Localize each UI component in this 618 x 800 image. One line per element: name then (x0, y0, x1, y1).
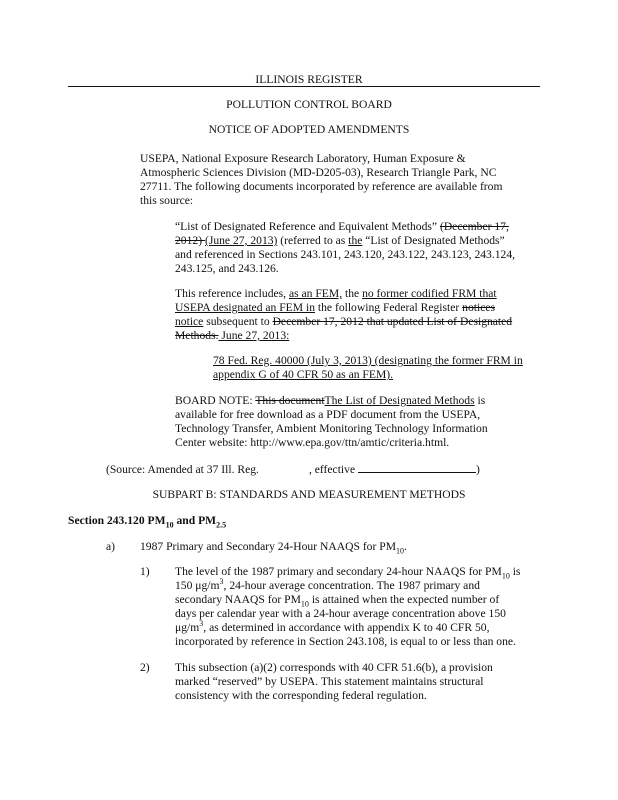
list-para-line-2: 2012) (June 27, 2013) (referred to as the “List of Designated Methods” (175, 234, 505, 247)
item-1-line-5: $\mu g/m^3$, as determined in accordance with appendix K to 40 CFR 50, (175, 619, 490, 634)
item-2-label: 2) (140, 661, 150, 674)
board-note-line-1: BOARD NOTE: This documentThe List of Designated Methods is (175, 394, 486, 407)
board-note-line-3: Technology Transfer, Ambient Monitoring Technology Information (175, 422, 488, 435)
item-2-line-3: consistency with the corresponding federal regulation. (175, 689, 427, 702)
item-2-line-1: This subsection (a)(2) corresponds with 40 CFR 51.6(b), a provision (175, 661, 493, 674)
ref-para-line-3: notice subsequent to December 17, 2012 that updated List of Designated (175, 315, 513, 328)
board-note-line-4: Center website: http://www.epa.gov/ttn/amtic/criteria.html. (175, 436, 450, 449)
ref-para-line-1: This reference includes, as an FEM, the no former codified FRM that (175, 287, 497, 300)
register-title: ILLINOIS REGISTER (255, 73, 363, 86)
ref-para-line-2: USEPA designated an FEM in the following Federal Register notices (175, 301, 495, 314)
list-para-line-1: “List of Designated Reference and Equivalent Methods” (December 17, (175, 220, 509, 233)
item-1-line-1: The level of the 1987 primary and secondary 24-hour NAAQS for $PM_{10}$ is (175, 565, 521, 581)
list-para-line-4: 243.125, and 243.126. (175, 262, 279, 275)
usepa-line-3: 27711. The following documents incorporated by reference are available from (140, 180, 503, 193)
board-title: POLLUTION CONTROL BOARD (226, 98, 392, 111)
ref-para-line-4: Methods. June 27, 2013: (175, 329, 290, 342)
item-1-line-3: secondary NAAQS for $PM_{10}$ is attained when the expected number of (175, 593, 500, 609)
fed-reg-line-1: 78 Fed. Reg. 40000 (July 3, 2013) (designating the former FRM in (213, 354, 523, 367)
item-1-line-6: incorporated by reference in Section 243.108, is equal to or less than one. (175, 635, 516, 648)
item-a-label: a) (106, 540, 116, 553)
source-line: (Source: Amended at 37 Ill. Reg. , effective ) (106, 463, 480, 476)
usepa-line-2: Atmospheric Sciences Division (MD-D205-03), Research Triangle Park, NC (140, 166, 497, 179)
item-a-text: 1987 Primary and Secondary 24-Hour NAAQS for $PM_{10}$. (140, 540, 407, 556)
usepa-line-1: USEPA, National Exposure Research Laboratory, Human Exposure & (140, 152, 466, 165)
fed-reg-line-2: appendix G of 40 CFR 50 as an FEM). (213, 368, 394, 381)
effective-date-blank (358, 461, 476, 473)
list-para-line-3: and referenced in Sections 243.101, 243.120, 243.122, 243.123, 243.124, (175, 248, 516, 261)
subpart-title: SUBPART B: STANDARDS AND MEASUREMENT METHODS (152, 488, 466, 501)
item-1-line-2: 150 $\mu g/m^3$, 24-hour average concentration. The 1987 primary and (175, 577, 480, 592)
notice-title: NOTICE OF ADOPTED AMENDMENTS (208, 123, 410, 136)
item-1-label: 1) (140, 565, 150, 578)
usepa-line-4: this source: (140, 194, 194, 207)
item-2-line-2: marked “reserved” by USEPA. This statement maintains structural (175, 675, 484, 688)
board-note-line-2: available for free download as a PDF document from the USEPA, (175, 408, 481, 421)
section-heading: Section 243.120 $PM_{10}$ and $PM_{2.5}$ (68, 514, 227, 530)
item-1-line-4: days per calendar year with a 24-hour average concentration above 150 (175, 607, 506, 620)
